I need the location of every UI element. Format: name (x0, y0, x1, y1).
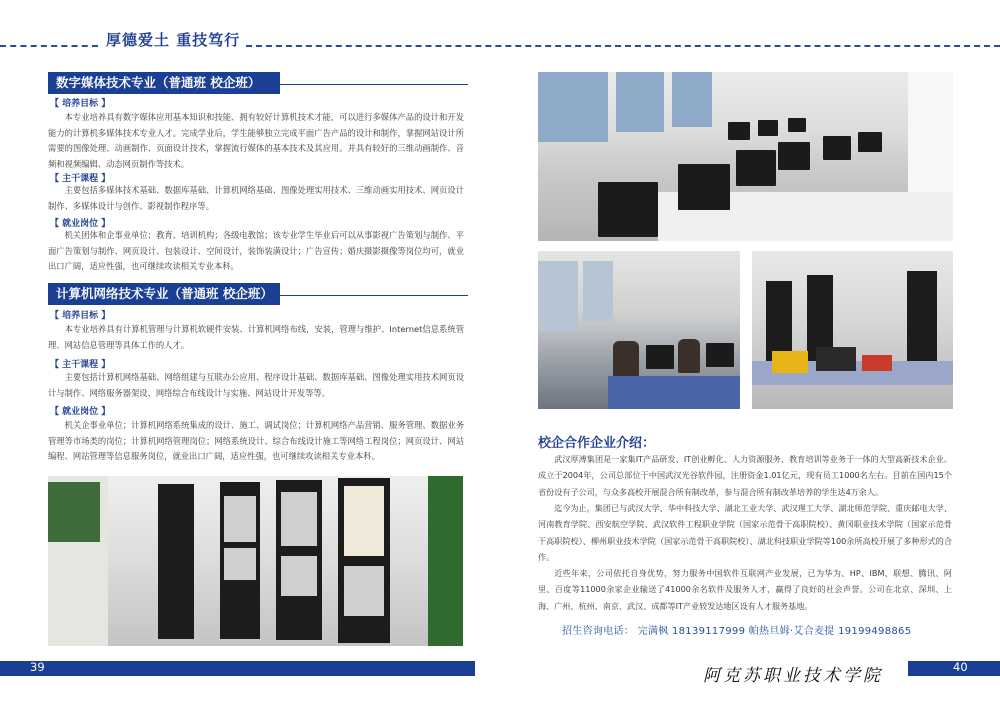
page-number-right: 40 (953, 660, 968, 674)
section-rule (280, 295, 468, 296)
goal-text: 本专业培养具有计算机管理与计算机软硬件安装、计算机网络布线，安装，管理与维护、Internet信息系统管理、网站信息管理等具体工作的人才。 (48, 324, 464, 350)
admissions-contact: 招生咨询电话： 完满枫 18139117999 帕热旦姆·艾合麦提 19199498865 (562, 626, 912, 637)
classroom-photo (538, 251, 740, 409)
course-text: 主要包括多媒体技术基础、数据库基础、计算机网络基础、图像处理实用技术、三维动画实用技术、网页设计制作、多媒体设计与创作、影视制作程序等。 (48, 185, 464, 211)
job-text: 机关团体和企事业单位；教育、培训机构；各级电教馆；该专业学生毕业后可以从事影视广告策划与制作、平面广告策划与制作、网页设计、包装设计、空间设计，装饰装潢设计；广告宣传；婚庆摄影摄像等岗位均可，就业出口广阔，适应性强，也可继续攻读相关专业本科。 (48, 230, 464, 272)
coop-paragraph: 近些年来，公司依托自身优势，努力服务中国软件互联网产业发展，已为华为、HP、IBM、联想、腾讯、阿里、百度等11000余家企业输送了41000余名软件及服务人才，赢得了良好的社会声誉。公司在北京、深圳、上海、广州、杭州、南京、武汉、成都等IT产业较发达地区设有人才服务基地。 (538, 568, 952, 611)
computer-lab-photo (538, 72, 953, 241)
goal-label: 【 培养目标 】 (50, 311, 111, 321)
college-calligraphy-logo: 阿克苏职业技术学院 (703, 666, 883, 686)
course-label: 【 主干课程 】 (50, 174, 111, 184)
network-lab-photo (48, 476, 463, 646)
course-text: 主要包括计算机网络基础、网络组建与互联办公应用、程序设计基础、数据库基础、图像处理实用技术网页设计与制作、网络服务器架设、网络综合布线设计与实施、网站设计开发等等。 (48, 372, 464, 398)
footer-bar-left (0, 661, 475, 676)
goal-text: 本专业培养具有数字媒体应用基本知识和技能、拥有较好计算机技术才能，可以进行多媒体产品的设计和开发能力的计算机多媒体技术专业人才。完成学业后，学生能够独立完成平面广告产品的设计和制作，掌握网站设计所需要的图像处理、动画制作、页面设计技术，掌握流行媒体的基本技术及其应用。并具有较好的三维动画制作、音频和视频编辑、动态网页制作等技术。 (48, 112, 464, 169)
section-title-network: 计算机网络技术专业（普通班 校企班） (48, 283, 280, 305)
course-label: 【 主干课程 】 (50, 360, 111, 370)
job-text: 机关企事业单位；计算机网络系统集成的设计、施工、调试岗位；计算机网络产品营销、服务管理、数据业务管理等市场类的岗位；计算机网络管理岗位；网络系统设计、综合布线设计施工等网络工程岗位；网页设计、网站编程、网站管理等信息服务岗位，就业出口广阔，适应性强，也可继续攻读相关专业本科。 (48, 420, 464, 462)
equipment-lab-photo (752, 251, 953, 409)
section-rule (280, 84, 468, 85)
coop-title: 校企合作企业介绍： (538, 436, 656, 451)
coop-paragraph: 武汉厚溥集团是一家集IT产品研发、IT创业孵化、人力资源服务、教育培训等业务于一体的大型高新技术企业。成立于2004年，公司总部位于中国武汉光谷软件园，注册资金1.01亿元，现有员工1000名左右。目前在国内15个省份设有子公司，与众多高校开展混合所有制改革，参与混合所有制改革培养的学生达4万余人。 (538, 454, 952, 497)
header-rule-right (246, 45, 1000, 47)
job-label: 【 就业岗位 】 (50, 219, 111, 229)
header-slogan: 厚德爱土 重技笃行 (106, 31, 241, 49)
section-title-digital-media: 数字媒体技术专业（普通班 校企班） (48, 72, 280, 94)
header-rule-left (0, 45, 98, 47)
coop-paragraph: 迄今为止，集团已与武汉大学、华中科技大学、湖北工业大学、武汉理工大学、湖北师范学院、重庆邮电大学、河南教育学院、西安航空学院、武汉软件工程职业学院（国家示范骨干高职院校）、黄冈职业技术学院（国家示范骨干高职院校）、柳州职业技术学院（国家示范骨干高职院校）、湖北科技职业学院等100余所高校开展了多种形式的合作。 (538, 503, 952, 562)
page-number-left: 39 (30, 660, 45, 674)
job-label: 【 就业岗位 】 (50, 407, 111, 417)
goal-label: 【 培养目标 】 (50, 99, 111, 109)
